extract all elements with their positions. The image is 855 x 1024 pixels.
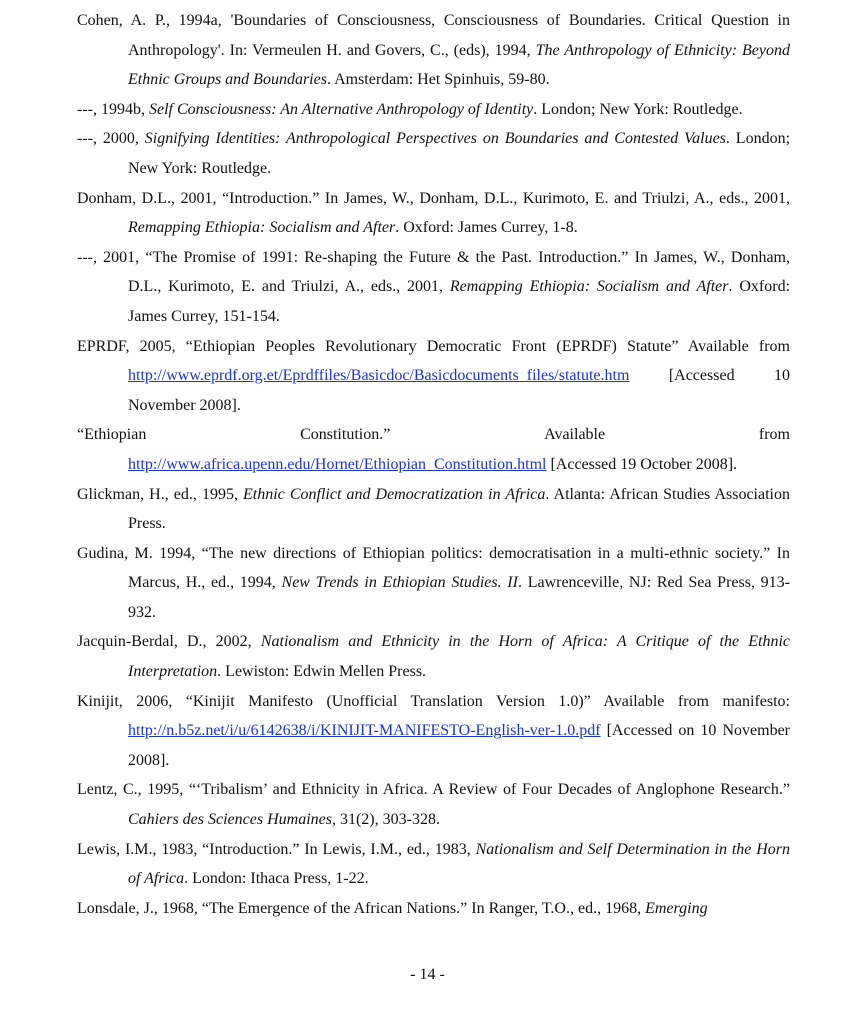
reference-entry: Lentz, C., 1995, “‘Tribalism’ and Ethnicity in Africa. A Review of Four Decades of Anglophone Research.” Cahiers des Sciences Humaines, 31(2), 303-328. (77, 781, 790, 829)
reference-entry: Jacquin-Berdal, D., 2002, Nationalism and Ethnicity in the Horn of Africa: A Critique of the Ethnic Interpretation. Lewiston: Edwin Mellen Press. (77, 633, 791, 681)
reference-entry: Glickman, H., ed., 1995, Ethnic Conflict and Democratization in Africa. Atlanta: African Studies Association Press. (77, 485, 790, 533)
reference-list (77, 6, 790, 923)
reference-entry: EPRDF, 2005, “Ethiopian Peoples Revolutionary Democratic Front (EPRDF) Statute” Available from http://www.eprdf.org.et/Eprdffiles/Basicdoc/Basicdocuments_files/statute.htm [Accessed 10 November 2008]. (77, 337, 790, 414)
reference-entry: Kinijit, 2006, “Kinijit Manifesto (Unofficial Translation Version 1.0)” Available from manifesto: http://n.b5z.net/i/u/6142638/i/KINIJIT-MANIFESTO-English-ver-1.0.pdf [Accessed on 10 November 2008]. (77, 692, 790, 769)
reference-entry: Lonsdale, J., 1968, “The Emergence of the African Nations.” In Ranger, T.O., ed., 1968, Emerging (77, 899, 708, 917)
reference-entry: Donham, D.L., 2001, “Introduction.” In James, W., Donham, D.L., Kurimoto, E. and Triulzi, A., eds., 2001, Remapping Ethiopia: Socialism and After. Oxford: James Currey, 1-8. (77, 189, 790, 237)
page-number: - 14 - (410, 966, 445, 983)
reference-link[interactable]: http://www.africa.upenn.edu/Hornet/Ethiopian_Constitution.html (128, 455, 547, 473)
reference-entry: ---, 2001, “The Promise of 1991: Re-shaping the Future & the Past. Introduction.” In James, W., Donham, D.L., Kurimoto, E. and Triulzi, A., eds., 2001, Remapping Ethiopia: Socialism and After. Oxford: James Currey, 151-154. (77, 248, 791, 325)
reference-entry: Gudina, M. 1994, “The new directions of Ethiopian politics: democratisation in a multi-ethnic society.” In Marcus, H., ed., 1994, New Trends in Ethiopian Studies. II. Lawrenceville, NJ: Red Sea Press, 913-932. (77, 544, 790, 621)
reference-link[interactable]: http://n.b5z.net/i/u/6142638/i/KINIJIT-MANIFESTO-English-ver-1.0.pdf (128, 722, 601, 740)
reference-link[interactable]: http://www.eprdf.org.et/Eprdffiles/Basicdoc/Basicdocuments_files/statute.htm (128, 367, 630, 385)
reference-entry: Cohen, A. P., 1994a, 'Boundaries of Consciousness, Consciousness of Boundaries. Critical Question in Anthropology'. In: Vermeulen H. and Govers, C., (eds), 1994, The Anthropology of Ethnicity: Beyond Ethnic Groups and Boundaries. Amsterdam: Het Spinhuis, 59-80. (77, 12, 790, 89)
reference-entry: ---, 1994b, Self Consciousness: An Alternative Anthropology of Identity. London; New York: Routledge. (77, 100, 743, 118)
spread-line: “Ethiopian Constitution.” Available from (77, 426, 790, 444)
reference-entry: “Ethiopian Constitution.” Available from http://www.africa.upenn.edu/Hornet/Ethiopian_Constitution.html [Accessed 19 October 2008]. (77, 420, 790, 479)
reference-entry: Lewis, I.M., 1983, “Introduction.” In Lewis, I.M., ed., 1983, Nationalism and Self Determination in the Horn of Africa. London: Ithaca Press, 1-22. (77, 840, 790, 888)
reference-entry: ---, 2000, Signifying Identities: Anthropological Perspectives on Boundaries and Contested Values. London; New York: Routledge. (77, 130, 791, 177)
